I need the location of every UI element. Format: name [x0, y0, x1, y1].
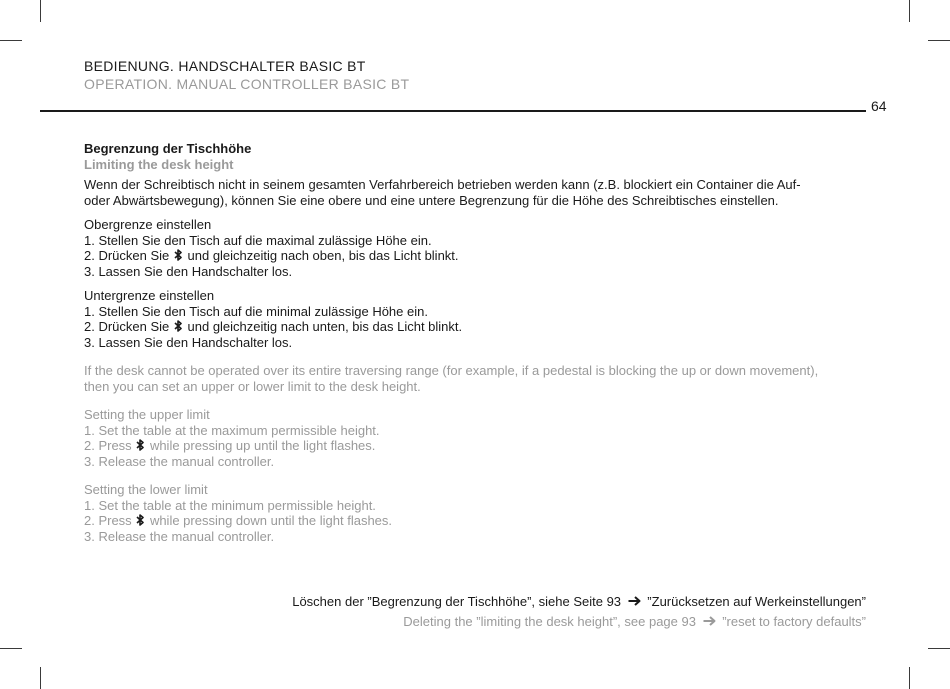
- cross-reference-text: Deleting the ”limiting the desk height”, see page 93: [403, 614, 696, 629]
- section-heading-en: Limiting the desk height: [84, 156, 234, 172]
- step-item: [84, 248, 874, 264]
- crop-mark: [0, 648, 22, 649]
- step-text: und gleichzeitig nach unten, bis das Licht blinkt.: [187, 319, 463, 334]
- step-item: [84, 319, 874, 335]
- intro-en: [84, 363, 874, 394]
- bluetooth-icon: [136, 514, 145, 526]
- lower-limit-title-en: Setting the lower limit: [84, 482, 208, 497]
- page-title-de: BEDIENUNG. HANDSCHALTER BASIC BT: [84, 58, 366, 74]
- step-item: 1. Set the table at the maximum permissible height.: [84, 422, 380, 438]
- step-text: 2. Drücken Sie: [84, 248, 170, 263]
- intro-de-line: Wenn der Schreibtisch nicht in seinem gesamten Verfahrbereich betrieben werden kann (z.B. blockiert ein Container die Auf-: [84, 177, 801, 192]
- crop-mark: [928, 40, 950, 41]
- bluetooth-icon: [174, 320, 183, 332]
- step-item: [84, 438, 874, 454]
- step-item: [84, 513, 874, 529]
- step-text: 2. Press: [84, 438, 132, 453]
- crop-mark: [40, 667, 41, 689]
- bluetooth-icon: [174, 249, 183, 261]
- crop-mark: [928, 648, 950, 649]
- arrow-right-icon: [628, 596, 641, 606]
- intro-de-line: oder Abwärtsbewegung), können Sie eine obere und eine untere Begrenzung für die Höhe des Schreibtisches einstellen.: [84, 192, 779, 208]
- cross-reference-en: [403, 614, 866, 629]
- upper-limit-title-en: Setting the upper limit: [84, 407, 210, 422]
- step-item: 1. Stellen Sie den Tisch auf die maximal zulässige Höhe ein.: [84, 232, 432, 248]
- lower-limit-title-de: Untergrenze einstellen: [84, 288, 215, 303]
- step-text: und gleichzeitig nach oben, bis das Licht blinkt.: [187, 248, 459, 263]
- step-item: 3. Release the manual controller.: [84, 528, 275, 544]
- bluetooth-icon: [136, 439, 145, 451]
- section-content: [84, 141, 874, 544]
- step-item: 1. Stellen Sie den Tisch auf die minimal zulässige Höhe ein.: [84, 303, 428, 319]
- lower-limit-en: [84, 482, 874, 544]
- step-text: while pressing up until the light flashes.: [149, 438, 376, 453]
- upper-limit-de: [84, 217, 874, 279]
- lower-limit-de: [84, 288, 874, 350]
- crop-mark: [909, 0, 910, 22]
- crop-mark: [909, 667, 910, 689]
- upper-limit-en: [84, 407, 874, 469]
- intro-en-line: then you can set an upper or lower limit to the desk height.: [84, 378, 421, 394]
- step-text: 2. Drücken Sie: [84, 319, 170, 334]
- cross-reference-text: Löschen der ”Begrenzung der Tischhöhe”, siehe Seite 93: [292, 594, 622, 609]
- cross-reference-target: ”Zurücksetzen auf Werkeinstellungen”: [647, 594, 866, 609]
- step-item: 3. Lassen Sie den Handschalter los.: [84, 334, 293, 350]
- step-item: 3. Lassen Sie den Handschalter los.: [84, 263, 293, 279]
- page-title-en: OPERATION. MANUAL CONTROLLER BASIC BT: [84, 76, 410, 92]
- step-item: 1. Set the table at the minimum permissible height.: [84, 497, 376, 513]
- upper-limit-title-de: Obergrenze einstellen: [84, 217, 212, 232]
- crop-mark: [0, 40, 22, 41]
- arrow-right-icon: [703, 616, 716, 626]
- step-text: while pressing down until the light flashes.: [149, 513, 393, 528]
- cross-reference-target: ”reset to factory defaults”: [722, 614, 866, 629]
- crop-mark: [40, 0, 41, 22]
- intro-en-line: If the desk cannot be operated over its entire traversing range (for example, if a pedestal is blocking the up or down movement),: [84, 363, 819, 378]
- cross-reference-de: [292, 594, 866, 609]
- section-heading-de: Begrenzung der Tischhöhe: [84, 141, 252, 156]
- page-number: 64: [871, 98, 887, 114]
- step-item: 3. Release the manual controller.: [84, 453, 275, 469]
- header-divider: [40, 110, 866, 112]
- step-text: 2. Press: [84, 513, 132, 528]
